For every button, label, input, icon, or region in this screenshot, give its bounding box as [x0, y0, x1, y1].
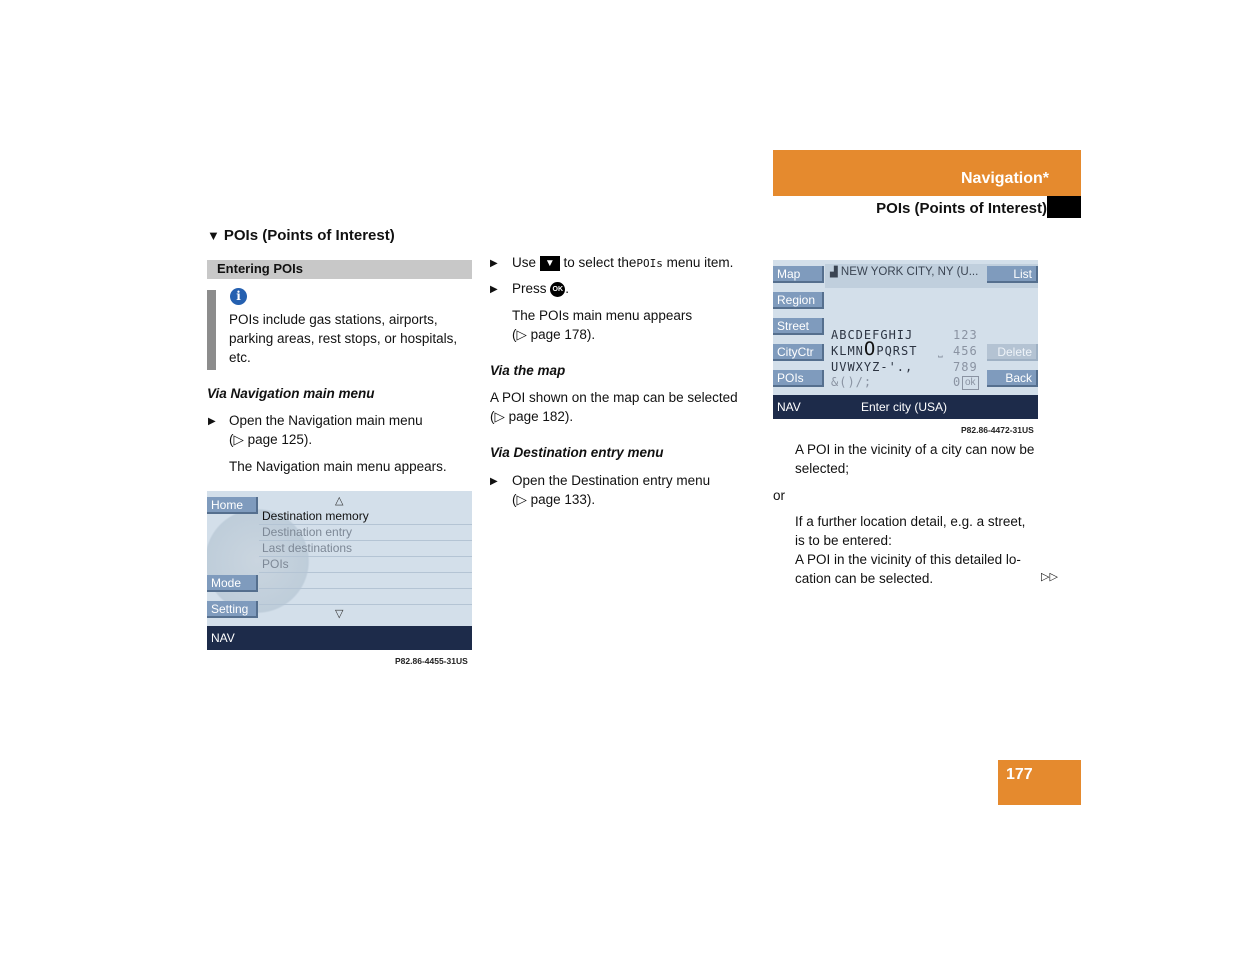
- text-line: cation can be selected.: [795, 571, 934, 586]
- number-row-1[interactable]: 123: [953, 328, 978, 342]
- heading-triangle-icon: ▼: [207, 228, 220, 243]
- menu-item-destination-memory[interactable]: Destination memory: [259, 509, 472, 525]
- page-ref: (▷ page 125).: [229, 432, 313, 447]
- home-button[interactable]: Home: [207, 497, 258, 514]
- location-text: [830, 266, 978, 278]
- text-line: A POI in the vicinity of a city can now be: [795, 442, 1035, 457]
- step-line: Open the Destination entry menu: [512, 473, 711, 488]
- step-text: menu item.: [666, 255, 734, 270]
- page-heading: [207, 227, 395, 244]
- info-line: etc.: [229, 350, 251, 365]
- keyboard-row-3[interactable]: UVWXYZ-'.,: [831, 360, 914, 374]
- down-key-icon: ▼: [540, 256, 560, 271]
- text-line: A POI in the vicinity of this detailed lo-: [795, 552, 1021, 567]
- number-row-3[interactable]: 789: [953, 360, 978, 374]
- via-main-heading: Via Navigation main menu: [207, 386, 375, 401]
- further-detail-text: [795, 512, 1025, 588]
- step-use-key: [512, 253, 733, 273]
- keyboard-keys[interactable]: KLMN: [831, 344, 864, 358]
- text-line: A POI shown on the map can be selected: [490, 390, 738, 405]
- continue-icon: ▷▷: [1041, 571, 1058, 583]
- scroll-down-icon[interactable]: ▽: [335, 608, 344, 620]
- text-line: is to be entered:: [795, 533, 892, 548]
- space-key-icon[interactable]: ⎵: [938, 344, 944, 358]
- map-text: [490, 388, 738, 426]
- text-line: selected;: [795, 461, 850, 476]
- heading-text: POIs (Points of Interest): [223, 227, 395, 244]
- menu-item-last-destinations[interactable]: Last destinations: [259, 541, 472, 557]
- info-text: [229, 310, 457, 367]
- info-icon: i: [230, 288, 247, 305]
- bullet-icon: ▶: [208, 416, 216, 427]
- list-button[interactable]: List: [987, 266, 1038, 283]
- step-open-dest: [512, 471, 710, 509]
- status-text: Enter city (USA): [861, 400, 948, 414]
- keyboard-cursor[interactable]: O: [863, 338, 877, 360]
- city-icon: ▟: [830, 267, 838, 278]
- figure-caption: P82.86-4455-31US: [395, 656, 468, 666]
- via-map-heading: Via the map: [490, 363, 566, 378]
- via-dest-heading: Via Destination entry menu: [490, 445, 664, 460]
- pois-button[interactable]: POIs: [773, 370, 824, 387]
- keyboard-row-4[interactable]: &()/;: [831, 375, 873, 389]
- or-text: or: [773, 488, 786, 503]
- back-button[interactable]: Back: [987, 370, 1038, 387]
- menu-list: [259, 509, 472, 605]
- page-ref: (▷ page 178).: [512, 327, 596, 342]
- nav-main-menu-screenshot: [207, 491, 472, 650]
- menu-item-destination-entry[interactable]: Destination entry: [259, 525, 472, 541]
- ok-key-icon: OK: [550, 282, 565, 297]
- chapter-title: Navigation*: [960, 170, 1049, 187]
- status-bar: [207, 626, 472, 650]
- setting-button[interactable]: Setting: [207, 601, 258, 618]
- menu-item-pois[interactable]: POIs: [259, 557, 472, 573]
- number-row-2[interactable]: 456: [953, 344, 978, 358]
- step-press-ok: [512, 279, 569, 298]
- cityctr-button[interactable]: CityCtr: [773, 344, 824, 361]
- result-city-poi: [795, 440, 1034, 478]
- page-ref: (▷ page 182).: [490, 409, 574, 424]
- result-main-menu: The Navigation main menu appears.: [229, 459, 447, 474]
- info-line: parking areas, rest stops, or hospitals,: [229, 331, 458, 346]
- step-text: Press: [512, 281, 547, 296]
- info-sidebar: [207, 290, 216, 370]
- nav-label: NAV: [211, 631, 235, 645]
- page-number-box: [998, 760, 1081, 805]
- text-line: If a further location detail, e.g. a street,: [795, 514, 1026, 529]
- street-button[interactable]: Street: [773, 318, 824, 335]
- step-text: .: [565, 281, 570, 296]
- delete-button[interactable]: Delete: [987, 344, 1038, 361]
- keyboard-row-1[interactable]: ABCDEFGHIJ: [831, 328, 914, 342]
- section-title: POIs (Points of Interest): [876, 200, 1047, 217]
- location-value: NEW YORK CITY, NY (U...: [840, 266, 979, 278]
- menu-item-empty: [259, 573, 472, 589]
- step-text: to select the: [563, 255, 637, 270]
- step-line: Open the Navigation main menu: [229, 413, 423, 428]
- figure-caption: P82.86-4472-31US: [961, 425, 1034, 435]
- page-ref: (▷ page 133).: [512, 492, 596, 507]
- scroll-up-icon[interactable]: △: [335, 495, 344, 507]
- subheading: Entering POIs: [217, 261, 303, 276]
- menu-item-code: POIs: [636, 257, 663, 270]
- result-pois-menu: [512, 306, 692, 344]
- subheading-bar: [207, 260, 472, 279]
- ok-key[interactable]: ok: [962, 376, 979, 390]
- chapter-header: [773, 150, 1081, 196]
- nav-label: NAV: [777, 400, 801, 414]
- map-button[interactable]: Map: [773, 266, 824, 283]
- result-line: The POIs main menu appears: [512, 308, 693, 323]
- mode-button[interactable]: Mode: [207, 575, 258, 592]
- info-line: POIs include gas stations, airports,: [229, 312, 438, 327]
- bullet-icon: ▶: [490, 258, 498, 269]
- keyboard-row-2[interactable]: [831, 338, 918, 360]
- number-zero[interactable]: 0: [953, 375, 962, 389]
- step-text: Use: [512, 255, 537, 270]
- status-bar: [773, 395, 1038, 419]
- step-open-main: [229, 411, 423, 449]
- enter-city-screenshot: [773, 260, 1038, 419]
- menu-item-empty: [259, 589, 472, 605]
- bullet-icon: ▶: [490, 284, 498, 295]
- region-button[interactable]: Region: [773, 292, 824, 309]
- keyboard-keys[interactable]: PQRST: [876, 344, 918, 358]
- bullet-icon: ▶: [490, 476, 498, 487]
- page-number: 177: [1006, 766, 1033, 783]
- section-marker: [1047, 196, 1081, 218]
